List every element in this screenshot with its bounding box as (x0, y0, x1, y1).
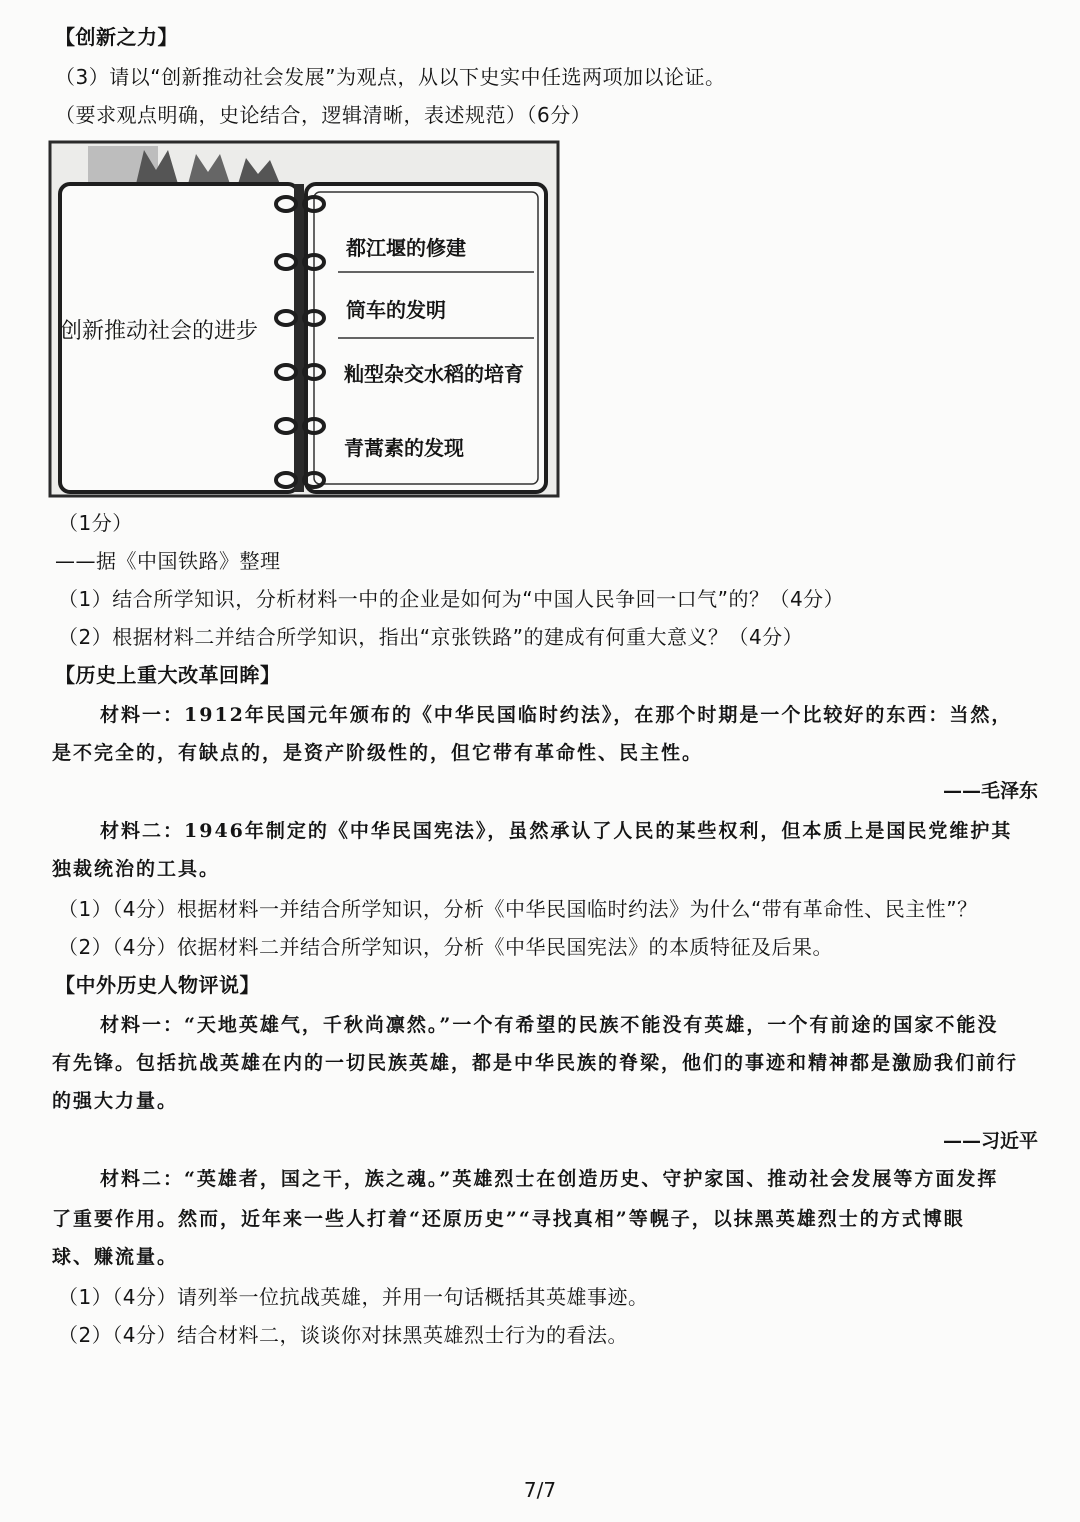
reform-material-2-line-2: 独裁统治的工具。 (52, 858, 221, 880)
reform-question-2: （2）（4分）依据材料二并结合所学知识，分析《中华民国宪法》的本质特征及后果。 (58, 935, 833, 959)
notebook-illustration (48, 140, 560, 498)
reform-question-1: （1）（4分）根据材料一并结合所学知识，分析《中华民国临时约法》为什么“带有革命性、民主性”？ (58, 897, 978, 921)
hero-material-2-line-2: 了重要作用。然而，近年来一些人打着“还原历史”“寻找真相”等幌子，以抹黑英雄烈士的方式博眼 (52, 1208, 965, 1230)
section-title-innovation: 【创新之力】 (55, 25, 178, 49)
section-title-reform: 【历史上重大改革回眸】 (55, 663, 281, 687)
question-3: （3）请以“创新推动社会发展”为观点，从以下史实中任选两项加以论证。 (55, 65, 726, 89)
section-title-hero: 【中外历史人物评说】 (55, 973, 260, 997)
hero-material-1-line-3: 的强大力量。 (52, 1090, 179, 1112)
notebook-left-title: 创新推动社会的进步 (60, 319, 259, 344)
score-note: （1分） (58, 511, 133, 535)
source-railway: ——据《中国铁路》整理 (55, 549, 281, 573)
notebook-item: 青蒿素的发现 (344, 436, 464, 460)
notebook-item: 籼型杂交水稻的培育 (344, 362, 524, 386)
hero-material-1-source: ——习近平 (942, 1130, 1038, 1152)
hero-material-2-line-3: 球、赚流量。 (52, 1246, 179, 1268)
question-3-requirements: （要求观点明确，史论结合，逻辑清晰，表述规范）（6分） (55, 103, 592, 127)
hero-question-1: （1）（4分）请列举一位抗战英雄，并用一句话概括其英雄事迹。 (58, 1285, 649, 1309)
hero-question-2: （2）（4分）结合材料二，谈谈你对抹黑英雄烈士行为的看法。 (58, 1323, 628, 1347)
reform-material-2-line-1: 材料二：1946年制定的《中华民国宪法》，虽然承认了人民的某些权利，但本质上是国民党维护其 (100, 820, 1013, 842)
page-number: 7/7 (523, 1478, 557, 1502)
railway-question-1: （1）结合所学知识，分析材料一中的企业是如何为“中国人民争回一口气”的？（4分） (58, 587, 845, 611)
reform-material-1-line-2: 是不完全的，有缺点的，是资产阶级性的，但它带有革命性、民主性。 (52, 742, 704, 764)
hero-material-2-line-1: 材料二：“英雄者，国之干，族之魂。”英雄烈士在创造历史、守护家国、推动社会发展等方面发挥 (100, 1168, 999, 1190)
binder-rings (270, 190, 332, 490)
reform-material-1-line-1: 材料一：1912年民国元年颁布的《中华民国临时约法》，在那个时期是一个比较好的东西：当然， (100, 704, 1013, 726)
notebook-item: 筒车的发明 (346, 298, 446, 322)
notebook-item: 都江堰的修建 (346, 236, 466, 260)
hero-material-1-line-1: 材料一：“天地英雄气，千秋尚凛然。”一个有希望的民族不能没有英雄，一个有前途的国家不能没 (100, 1014, 999, 1036)
hero-material-1-line-2: 有先锋。包括抗战英雄在内的一切民族英雄，都是中华民族的脊梁，他们的事迹和精神都是激励我们前行 (52, 1052, 1019, 1074)
railway-question-2: （2）根据材料二并结合所学知识，指出“京张铁路”的建成有何重大意义？（4分） (58, 625, 804, 649)
reform-material-1-source: ——毛泽东 (942, 780, 1038, 802)
